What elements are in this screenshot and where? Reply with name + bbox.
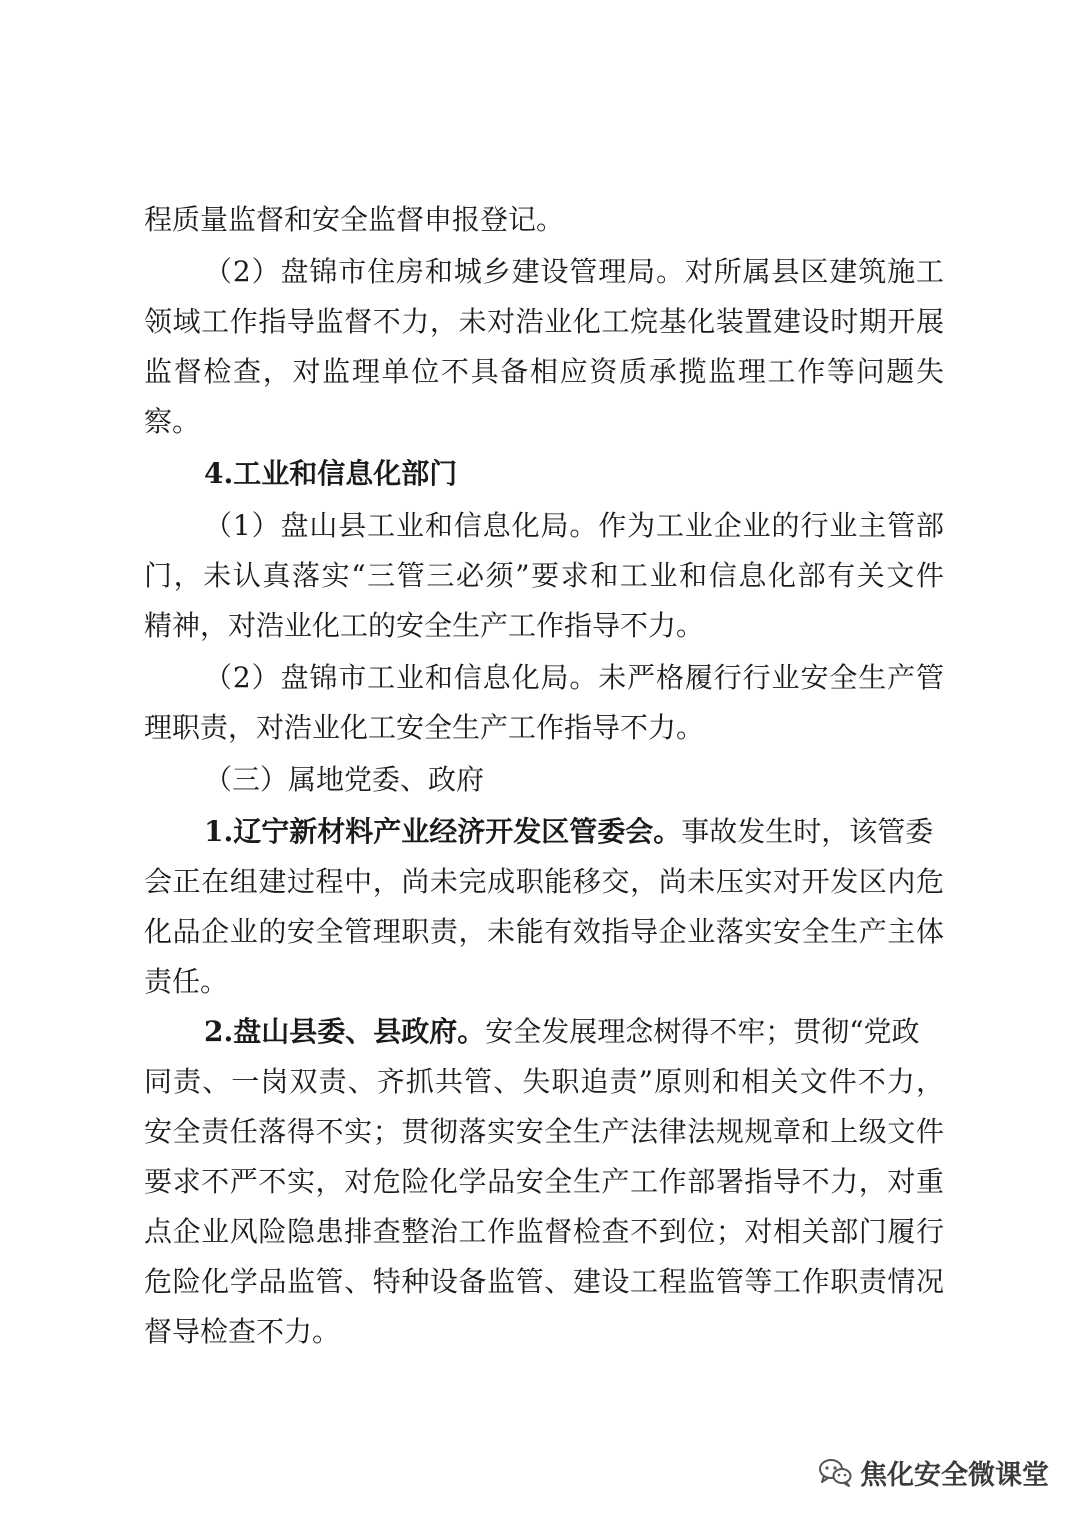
paragraph-line: 点企业风险隐患排查整治工作监督检查不到位；对相关部门履行: [144, 1215, 944, 1248]
paragraph-text: 安全发展理念树得不牢；贯彻“党政: [485, 1015, 920, 1048]
paragraph-line: （1）盘山县工业和信息化局。作为工业企业的行业主管部: [204, 509, 944, 542]
paragraph-line: （2）盘锦市工业和信息化局。未严格履行行业安全生产管: [204, 661, 944, 694]
paragraph-line: [204, 1012, 944, 1052]
section-heading: （三）属地党委、政府: [204, 763, 485, 796]
section-heading: 4.工业和信息化部门: [204, 457, 458, 490]
paragraph-line: 要求不严不实，对危险化学品安全生产工作部署指导不力，对重: [144, 1165, 944, 1198]
paragraph-line: 程质量监督和安全监督申报登记。: [144, 203, 565, 236]
watermark-text: 焦化安全微课堂: [860, 1459, 1049, 1491]
paragraph-line: 责任。: [144, 965, 229, 998]
paragraph-line: 同责、一岗双责、齐抓共管、失职追责”原则和相关文件不力，: [144, 1065, 944, 1098]
paragraph-line: 督导检查不力。: [144, 1315, 341, 1348]
watermark: [818, 1452, 1049, 1492]
entity-name: 1.辽宁新材料产业经济开发区管委会。: [204, 815, 682, 848]
paragraph-line: 门，未认真落实“三管三必须”要求和工业和信息化部有关文件: [144, 559, 944, 592]
paragraph-line: （2）盘锦市住房和城乡建设管理局。对所属县区建筑施工: [204, 255, 944, 288]
paragraph-text: 事故发生时，该管委: [681, 815, 934, 848]
paragraph-line: 化品企业的安全管理职责，未能有效指导企业落实安全生产主体: [144, 915, 944, 948]
paragraph-line: 察。: [144, 405, 201, 438]
paragraph-line: 会正在组建过程中，尚未完成职能移交，尚未压实对开发区内危: [144, 865, 944, 898]
paragraph-line: 理职责，对浩业化工安全生产工作指导不力。: [144, 711, 705, 744]
paragraph-line: 监督检查，对监理单位不具备相应资质承揽监理工作等问题失: [144, 355, 944, 388]
entity-name: 2.盘山县委、县政府。: [204, 1015, 486, 1048]
paragraph-line: 领域工作指导监督不力，未对浩业化工烷基化装置建设时期开展: [144, 305, 944, 338]
paragraph-line: 精神，对浩业化工的安全生产工作指导不力。: [144, 609, 705, 642]
paragraph-line: 安全责任落得不实；贯彻落实安全生产法律法规规章和上级文件: [144, 1115, 944, 1148]
paragraph-line: 危险化学品监管、特种设备监管、建设工程监管等工作职责情况: [144, 1265, 944, 1298]
paragraph-line: [204, 812, 944, 852]
wechat-icon: [818, 1457, 852, 1487]
